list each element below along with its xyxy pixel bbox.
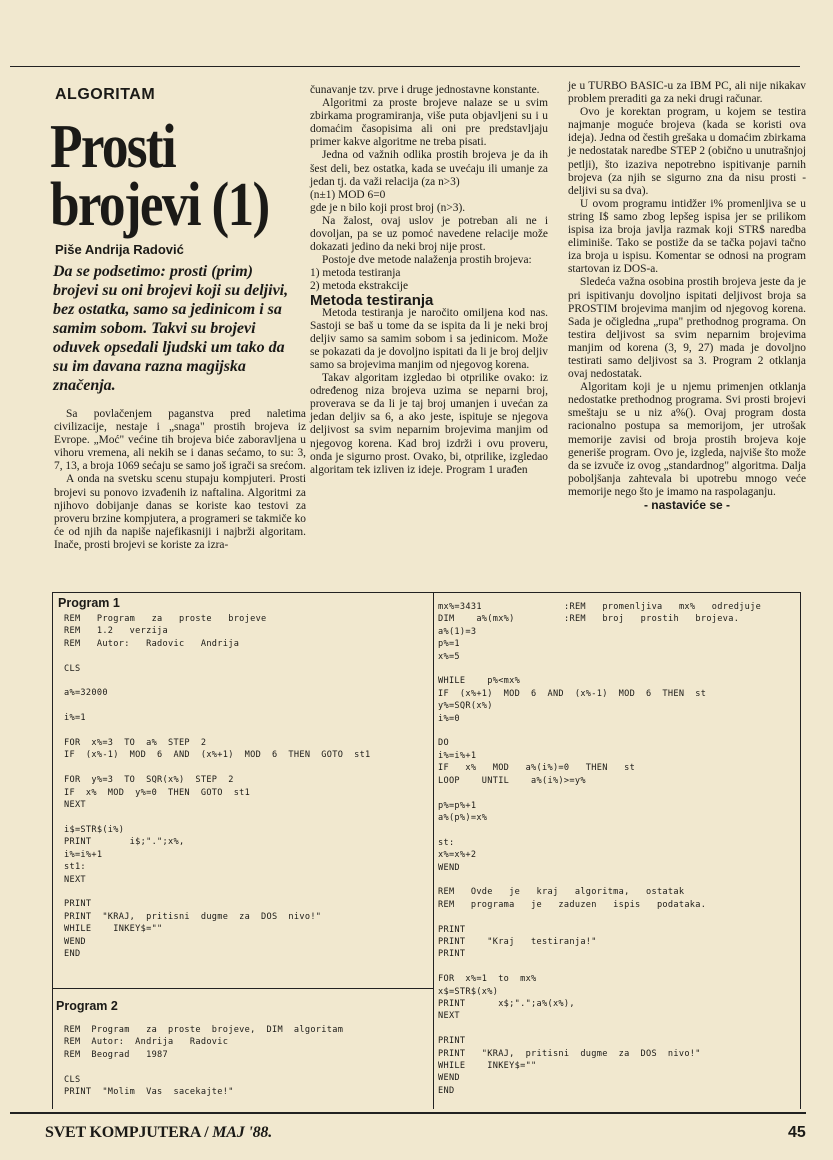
listing-right-rule <box>800 592 801 1109</box>
page-number: 45 <box>788 1124 806 1141</box>
top-rule <box>10 66 800 67</box>
column-3 <box>568 80 806 512</box>
listing-divider <box>433 592 434 1109</box>
footer-rule <box>10 1112 806 1114</box>
program-2-title: Program 2 <box>56 999 118 1013</box>
column-1 <box>54 408 306 552</box>
body-paragraph: Algoritmi za proste brojeve nalaze se u svim zbirkama programiranja, više puta objavljeni su i u domaćim časopisima ali oni pre predstavljaju primer kakve algoritme ne treba pisati. <box>310 97 548 149</box>
body-paragraph: U ovom programu intidžer i% promenljiva se u string I$ samo zbog lepšeg ispisa jer se prilikom ispisa iza broja javlja razmak koji STR$ naredba eliminiše. Tako se postiže da se tačka pojavi tačno iza broja u ispisu. Komentar se odnosi na program startovan iz DOS-a. <box>568 197 806 276</box>
body-paragraph: čunavanje tzv. prve i druge jednostavne konstante. <box>310 84 540 96</box>
body-paragraph: Takav algoritam izgledao bi otprilike ovako: iz određenog niza brojeva uzima se neparni broj, proverava se da li je taj broj umanjen i uvećan za jedan deljiv sa 6, a ako jeste, ispituje se njegova deljivost sa svim neparnim brojevima manjim od njegovog korena. Kad broj izdrži i ovu proveru, onda je sigurno prost. Ovako, bi, otprilike, izgledao algoritam tek izliven iz ideje. Program 1 urađen <box>310 372 548 476</box>
body-paragraph: Metoda testiranja je naročito omiljena kod nas. Sastoji se baš u tome da se ispita da li je neki broj deljiv samo sa samim sobom i sa jedinicom. Može se pokazati da je dovoljno ispitati da li je broj deljiv samo sa brojevima manjim od njegovog korena. <box>310 306 548 371</box>
body-paragraph: Sa povlačenjem paganstva pred naletima civilizacije, nestaje i „snaga" prostih brojeva iz Evrope. „Moć" većine tih brojeva biće zaboravljena u vihoru vremena, ali nekih se i danas sećamo, to su: 3, 7, 13, a broja 1069 sećaju se samo još igrači sa srećom. <box>54 408 306 473</box>
body-paragraph: Algoritam koji je u njemu primenjen otklanja nedostatke prethodnog programa. Svi prosti brojevi smeštaju se u niz a%(). Ovaj program dosta racionalno postupa sa memorijom, jer utrošak memorije zavisi od broja prostih brojeva koje generiše program. Ovo je, izgleda, najviše što može da se izvuče iz ovog „standardnog" algoritma. Dalja poboljšanja zahtevala bi upotrebu mnogo veće memorije nego što je imamo na raspolaganju. <box>568 381 806 498</box>
body-paragraph: Ovo je korektan program, u kojem se testira najmanje moguće brojeva (kada se koristi ova ideja). Jedna od čestih grešaka u domaćim zbirkama je nedostatak naredbe STEP 2 (obično u unutrašnjoj petlji), što izaziva nepotrebno ispitivanje parnih brojeva (za njih se sigurno zna da nisu prosti - deljivi su sa dva). <box>568 106 806 197</box>
program-2-comments: :REM promenljiva mx% odredjuje :REM broj prostih brojeva. <box>564 602 762 625</box>
byline: Piše Andrija Radović <box>55 242 184 257</box>
body-paragraph: Postoje dve metode nalaženja prostih brojeva: <box>322 254 532 267</box>
column-2 <box>310 84 548 477</box>
subheading: Metoda testiranja <box>310 291 434 309</box>
headline-line-1: Prosti <box>50 113 175 181</box>
body-paragraph: gde je n bilo koji prost broj (n>3). <box>310 201 466 214</box>
listing-top-rule <box>52 592 800 593</box>
body-paragraph: Na žalost, ovaj uslov je potreban ali ne i dovoljan, pa se uz pomoć navedene relacije može dokazati jedino da neki broj nije prost. <box>310 214 548 254</box>
body-paragraph: Sledeća važna osobina prostih brojeva jeste da je pri ispitivanju dovoljno ispitati deljivost broja sa PROSTIM brojevima manjim od njegovog korena. Sada je očigledna „rupa" prethodnog programa. On testira deljivost sa svim neparnim brojevima manjim od korena (3, 9, 27) mada je dovoljno testirati samo deljivost sa 3. Program 2 otklanja ovaj nedostatak. <box>568 276 806 381</box>
continued-note: - nastaviće se - <box>643 498 731 512</box>
list-item: 2) metoda ekstrakcije <box>310 280 409 293</box>
footer-magazine-title <box>45 1124 272 1142</box>
program-2-listing-start: REM Program za proste brojeve, DIM algoritam REM Autor: Andrija Radovic REM Beograd 1987 CLS PRINT "Molim Vas sacekajte!" <box>64 1025 344 1098</box>
list-item: 1) metoda testiranja <box>310 267 401 280</box>
section-label: ALGORITAM <box>55 86 156 103</box>
program-2-listing-continued: mx%=3431 DIM a%(mx%) a%(1)=3 p%=1 x%=5 WHILE p%<mx% IF (x%+1) MOD 6 AND (x%-1) MOD 6 THEN st y%=SQR(x%) i%=0 DO i%=i%+1 IF x% MOD a%(i%)=0 THEN st LOOP UNTIL a%(i%)>=y% p%=p%+1 a%(p%)=x% st: x%=x%+2 WEND REM Ovde je kraj algoritma, ostatak REM programa je zaduzen ispis podataka. PRINT PRINT "Kraj testiranja!" PRINT FOR x%=1 to mx% x$=STR$(x%) PRINT x$;".";a%(x%), NEXT PRINT PRINT "KRAJ, pritisni dugme za DOS nivo!" WHILE INKEY$="" WEND END <box>438 602 707 1096</box>
body-paragraph: A onda na svetsku scenu stupaju kompjuteri. Prosti brojevi su ponovo izvađenih iz naftalina. Algoritmi za njihovo dobijanje danas se koriste kao testovi za proveru brzine kompjutera, a programeri se takmiče ko će od njih da napiše najefikasniji i najbrži algoritam. Inače, prosti brojevi se koriste za izra- <box>54 473 306 551</box>
lead-paragraph: Da se podsetimo: prosti (prim) brojevi su oni brojevi koji su deljivi, bez ostatka, samo sa jedinicom i sa samim sobom. Takvi su brojevi oduvek opsedali ljudski um tako da su im davana razna magijska značenja. <box>53 263 289 394</box>
magazine-name: SVET KOMPJUTERA / <box>45 1124 213 1141</box>
program-1-listing: REM Program za proste brojeve REM 1.2 verzija REM Autor: Radovic Andrija CLS a%=32000 i%=1 FOR x%=3 TO a% STEP 2 IF (x%-1) MOD 6 AND (x%+1) MOD 6 THEN GOTO st1 FOR y%=3 TO SQR(x%) STEP 2 IF x% MOD y%=0 THEN GOTO st1 NEXT i$=STR$(i%) PRINT i$;".";x%, i%=i%+1 st1: NEXT PRINT PRINT "KRAJ, pritisni dugme za DOS nivo!" WHILE INKEY$="" WEND END <box>64 614 371 959</box>
program2-separator <box>52 988 433 989</box>
headline-line-2: brojevi (1) <box>50 171 269 239</box>
program-1-title: Program 1 <box>58 596 120 610</box>
body-paragraph: Jedna od važnih odlika prostih brojeva je da ih šest deli, bez ostatka, kada se uvećaju ili umanje za jedan tj. da važi relacija (za n>3) <box>310 149 548 188</box>
listing-left-rule <box>52 592 53 1109</box>
formula: (n±1) MOD 6=0 <box>310 188 386 201</box>
body-paragraph: je u TURBO BASIC-u za IBM PC, ali nije nikakav problem preraditi ga za neki drugi računar. <box>568 80 806 106</box>
issue-date: MAJ '88. <box>212 1124 272 1141</box>
